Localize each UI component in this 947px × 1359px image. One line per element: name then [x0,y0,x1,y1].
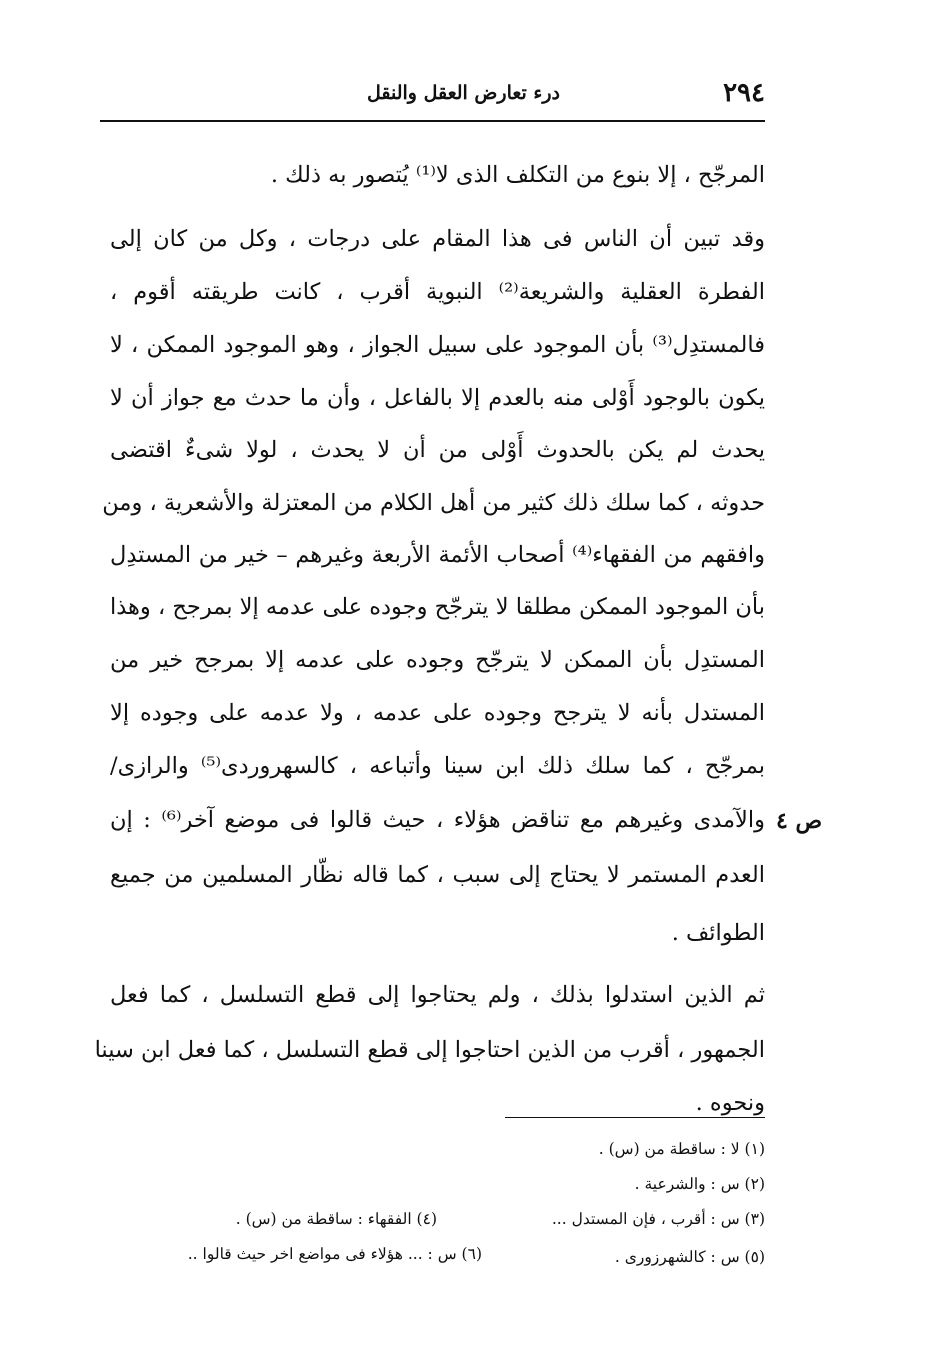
body-line: يحدث لم يكن بالحدوث أَوْلى من أن لا يحدث ، لولا شىءٌ اقتضى [110,437,765,463]
body-line: وافقهم من الفقهاء⁽⁴⁾ أصحاب الأئمة الأربعة وغيرهم – خير من المستدِل [110,542,765,568]
body-line: وقد تبين أن الناس فى هذا المقام على درجات ، وكل من كان إلى [110,226,765,252]
footnote: (٤) الفقهاء : ساقطة من (س) . [235,1210,437,1228]
body-line: المستدل بأنه لا يترجح وجوده على عدمه ، ولا عدمه على وجوده إلا [110,700,765,726]
body-line: المستدِل بأن الممكن لا يترجّح وجوده على عدمه إلا بمرجح خير من [110,647,765,673]
footnote: (٢) س : والشرعية . [634,1175,765,1193]
body-line: الطوائف . [671,920,765,946]
body-line: والآمدى وغيرهم مع تناقض هؤلاء ، حيث قالوا فى موضع آخر⁽⁶⁾ : إن [110,807,766,833]
body-line: فالمستدِل⁽³⁾ بأن الموجود على سبيل الجواز ، وهو الموجود الممكن ، لا [110,332,765,358]
footnote: (٦) س : ... هؤلاء فى مواضع اخر حيث قالوا .. [187,1245,482,1263]
running-head: درء تعارض العقل والنقل [366,82,560,104]
body-line: بأن الموجود الممكن مطلقا لا يترجّح وجوده على عدمه إلا بمرجح ، وهذا [110,594,765,620]
body-line: بمرجّح ، كما سلك ذلك ابن سينا وأتباعه ، كالسهروردى⁽⁵⁾ والرازى/ [110,753,765,779]
header-rule [100,120,765,122]
page-number: ٢٩٤ [723,78,765,108]
body-line: الجمهور ، أقرب من الذين احتاجوا إلى قطع التسلسل ، كما فعل ابن سينا [94,1037,765,1063]
body-line: يكون بالوجود أَوْلى منه بالعدم إلا بالفاعل ، وأن ما حدث مع جواز أن لا [110,385,765,411]
body-line: العدم المستمر لا يحتاج إلى سبب ، كما قاله نظّار المسلمين من جميع [110,862,765,888]
body-line: ونحوه . [695,1090,765,1116]
margin-note: ص ٤ [776,808,823,834]
body-line: ثم الذين استدلوا بذلك ، ولم يحتاجوا إلى قطع التسلسل ، كما فعل [110,982,765,1008]
footnote: (٥) س : كالشهرزورى . [614,1248,765,1266]
body-line: الفطرة العقلية والشريعة⁽²⁾ النبوية أقرب ، كانت طريقته أقوم ، [110,279,765,305]
footnote: (١) لا : ساقطة من (س) . [598,1140,765,1158]
body-line: حدوثه ، كما سلك ذلك كثير من أهل الكلام من المعتزلة والأشعرية ، ومن [102,490,765,516]
page-header [100,74,765,122]
footnote: (٣) س : أقرب ، فإن المستدل ... [551,1210,765,1228]
body-line: المرجّح ، إلا بنوع من التكلف الذى لا⁽¹⁾ يُتصور به ذلك . [270,162,765,188]
footnote-rule [505,1117,765,1118]
